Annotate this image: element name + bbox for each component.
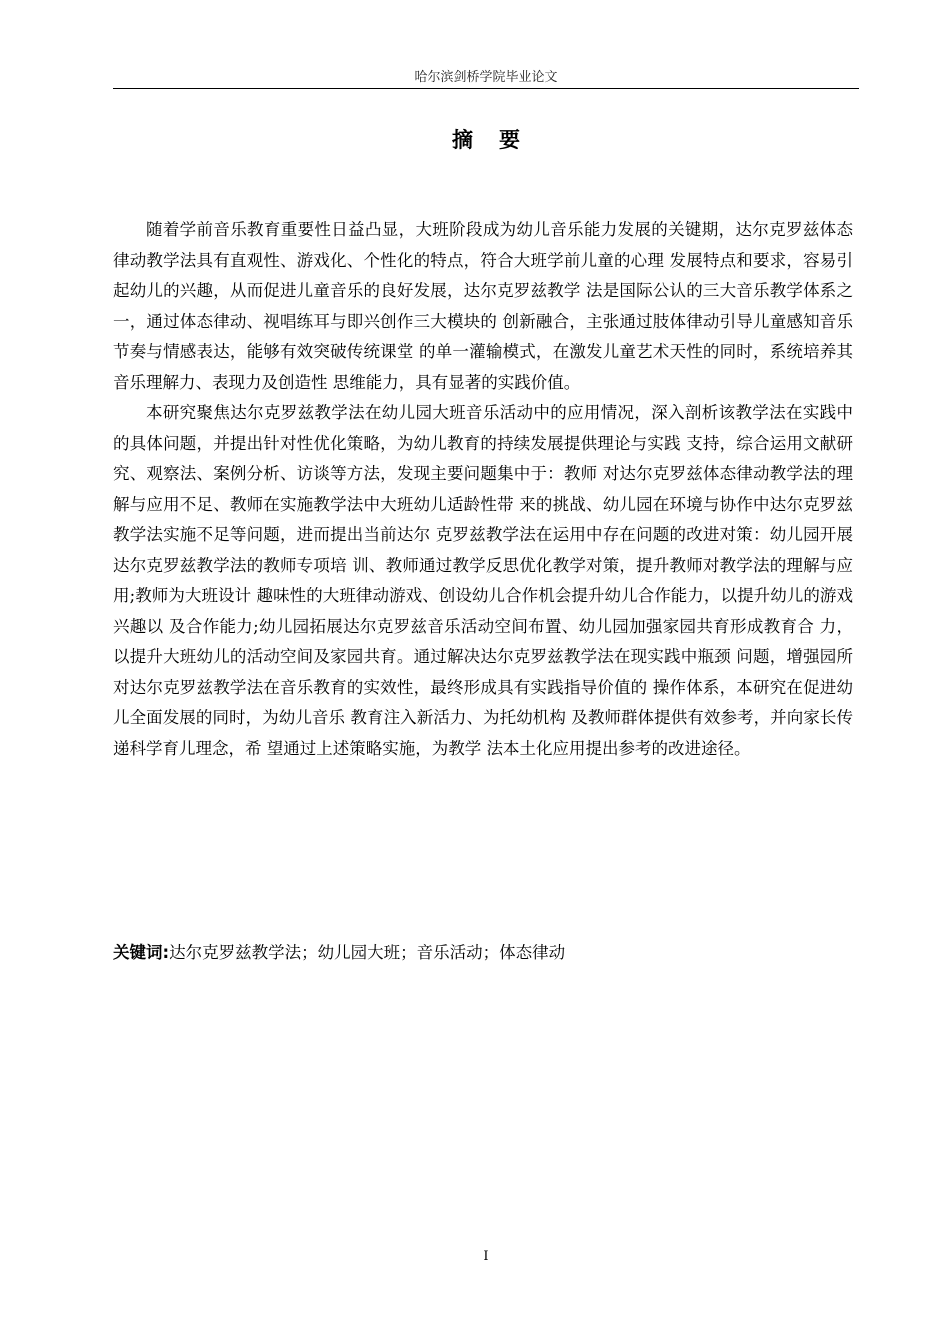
keywords-label: 关键词: xyxy=(113,943,170,962)
abstract-paragraph-2: 本研究聚焦达尔克罗兹教学法在幼儿园大班音乐活动中的应用情况，深入剖析该教学法在实践中的具体问题，并提出针对性优化策略，为幼儿教育的持续发展提供理论与实践 支持，综合运用文献研究、观察法、案例分析、访谈等方法，发现主要问题集中于：教师 对达尔克罗兹体态律动教学法的理解与应用不足、教师在实施教学法中大班幼儿适龄性带 来的挑战、幼儿园在环境与协作中达尔克罗兹教学法实施不足等问题，进而提出当前达尔 克罗兹教学法在运用中存在问题的改进对策：幼儿园开展达尔克罗兹教学法的教师专项培 训、教师通过教学反思优化教学对策，提升教师对教学法的理解与应用;教师为大班设计 趣味性的大班律动游戏、创设幼儿合作机会提升幼儿合作能力，以提升幼儿的游戏兴趣以 及合作能力;幼儿园拓展达尔克罗兹音乐活动空间布置、幼儿园加强家园共育形成教育合 力，以提升大班幼儿的活动空间及家园共育。通过解决达尔克罗兹教学法在现实践中瓶颈 问题，增强园所对达尔克罗兹教学法在音乐教育的实效性，最终形成具有实践指导价值的 操作体系，本研究在促进幼儿全面发展的同时，为幼儿音乐 教育注入新活力、为托幼机构 及教师群体提供有效参考，并向家长传递科学育儿理念，希 望通过上述策略实施，为教学 法本土化应用提出参考的改进途径。 xyxy=(113,403,853,758)
keywords-line xyxy=(113,940,859,966)
abstract-body xyxy=(113,215,853,764)
abstract-paragraph-1: 随着学前音乐教育重要性日益凸显，大班阶段成为幼儿音乐能力发展的关键期，达尔克罗兹体态律动教学法具有直观性、游戏化、个性化的特点，符合大班学前儿童的心理 发展特点和要求，容易引起幼儿的兴趣，从而促进儿童音乐的良好发展，达尔克罗兹教学 法是国际公认的三大音乐教学体系之一，通过体态律动、视唱练耳与即兴创作三大模块的 创新融合，主张通过肢体律动引导儿童感知音乐节奏与情感表达，能够有效突破传统课堂 的单一灌输模式，在激发儿童艺术天性的同时，系统培养其音乐理解力、表现力及创造性 思维能力，具有显著的实践价值。 xyxy=(113,220,853,392)
running-header: 哈尔滨剑桥学院毕业论文 xyxy=(414,70,558,85)
page-number: I xyxy=(483,1249,489,1264)
abstract-title: 摘要 xyxy=(452,128,546,152)
keywords-value: 达尔克罗兹教学法；幼儿园大班；音乐活动；体态律动 xyxy=(169,943,566,962)
header-rule xyxy=(113,88,859,89)
